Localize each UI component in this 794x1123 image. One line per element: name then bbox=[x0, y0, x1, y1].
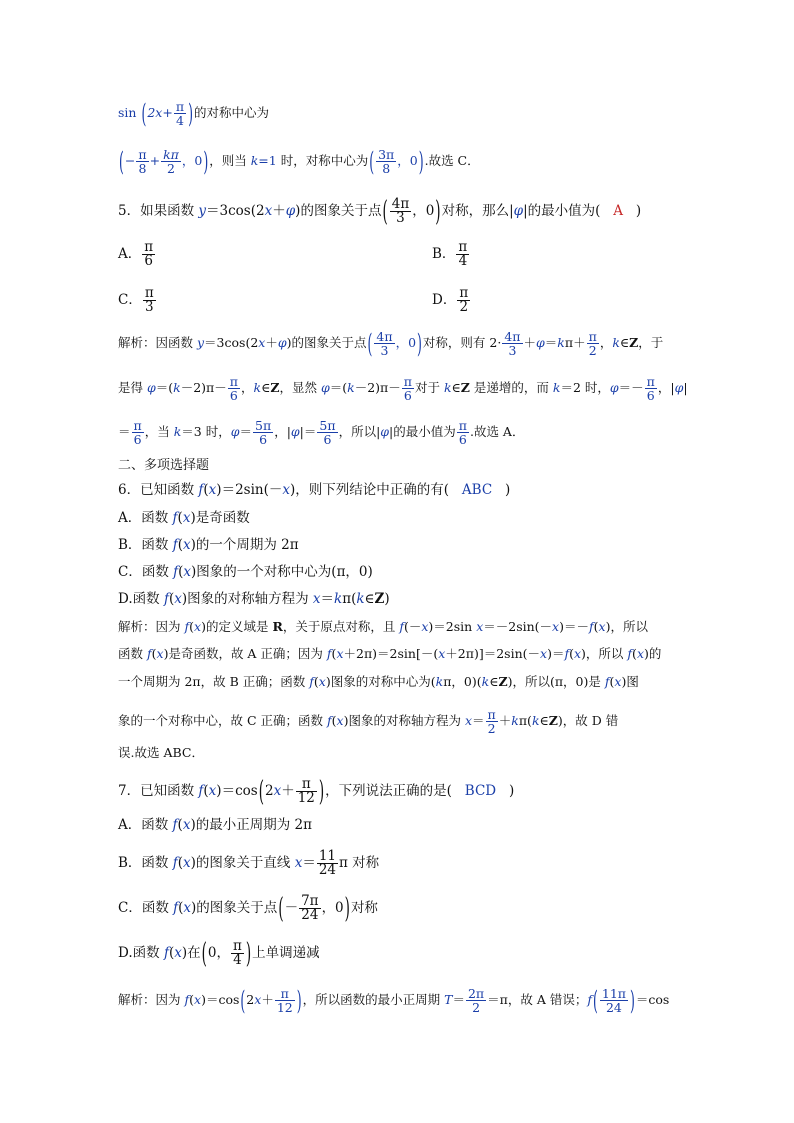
solution-6-line-5: 误.故选 ABC． bbox=[118, 745, 204, 760]
solution-6-line-2: 函数 f(x)是奇函数，故 A 正确；因为 f(x＋2π)＝2sin[－(x＋2π)]＝2sin(－x)＝f(x)，所以 f(x)的 bbox=[118, 646, 662, 661]
q6-option-b: B．函数 f(x)的一个周期为 2π bbox=[118, 537, 299, 553]
solution-5-line-3: ＝ $\frac{\pi}{6}$ ，当 k＝3 时，φ＝ $\frac{5\pi}{6}$ ，|φ|＝ $\frac{5\pi}{6}$ ，所以|φ|的最小值为 $\frac{\pi}{6}$ .故选 A． bbox=[118, 418, 525, 447]
section-heading: 二、多项选择题 bbox=[118, 458, 210, 473]
solution-6-line-1: 解析：因为 f(x)的定义域是 R，关于原点对称，且 f(－x)＝2sin x＝－2sin(－x)＝－f(x)，所以 bbox=[118, 619, 648, 634]
q7-answer: BCD bbox=[464, 783, 497, 799]
q7-option-b: B．函数 f(x)的图象关于直线 x＝ $\frac{11}{24}$ π 对称 bbox=[118, 848, 380, 878]
q6-option-a: A．函数 f(x)是奇函数 bbox=[118, 510, 250, 526]
question-7: 7．已知函数 f(x)＝cos(2x＋ $\frac{\pi}{12}$ )，下列说法正确的是( BCD ) bbox=[118, 774, 515, 809]
question-5: 5．如果函数 y＝3cos(2x＋φ)的图象关于点( $\frac{4\pi}{3}$ ，0)对称，那么|φ|的最小值为( A ) bbox=[118, 194, 642, 229]
question-6: 6．已知函数 f(x)＝2sin(－x)，则下列结论中正确的有( ABC ) bbox=[118, 482, 511, 498]
q5-option-a: A． $\frac{\pi}{6}$ bbox=[118, 239, 154, 269]
line-2: (− $\frac{\pi}{8}$ + $\frac{k\pi}{2}$ ，0)，则当 k=1 时，对称中心为( $\frac{3\pi}{8}$ ，0).故选 C． bbox=[119, 144, 480, 177]
q7-option-d: D.函数 f(x)在(0， $\frac{\pi}{4}$ )上单调递减 bbox=[118, 936, 320, 971]
solution-6-line-3: 一个周期为 2π，故 B 正确；函数 f(x)图象的对称中心为(kπ，0)(k∈Z)，所以(π，0)是 f(x)图 bbox=[118, 674, 639, 689]
q5-answer: A bbox=[613, 203, 624, 219]
q6-option-d: D.函数 f(x)图象的对称轴方程为 x＝kπ(k∈Z) bbox=[118, 591, 390, 607]
line-1: sin (2x+ $\frac{\pi}{4}$ )的对称中心为 bbox=[118, 96, 269, 129]
solution-5-line-2: 是得 φ＝(k－2)π－ $\frac{\pi}{6}$ ，k∈Z，显然 φ＝(k－2)π－ $\frac{\pi}{6}$ 对于 k∈Z 是递增的，而 k＝2 时，φ＝－ $\frac{\pi}{6}$ ，|φ| bbox=[118, 374, 688, 403]
q7-option-c: C．函数 f(x)的图象关于点(－ $\frac{7\pi}{24}$ ，0)对称 bbox=[118, 891, 378, 926]
q5-option-c: C． $\frac{\pi}{3}$ bbox=[118, 285, 154, 315]
solution-6-line-4: 象的一个对称中心，故 C 正确；函数 f(x)图象的对称轴方程为 x＝ $\frac{\pi}{2}$ ＋kπ(k∈Z)，故 D 错 bbox=[118, 707, 619, 736]
q6-option-c: C．函数 f(x)图象的一个对称中心为(π，0) bbox=[118, 564, 373, 580]
q5-option-b: B． $\frac{\pi}{4}$ bbox=[432, 239, 468, 269]
solution-7-line-1: 解析：因为 f(x)＝cos(2x＋ $\frac{\pi}{12}$ )，所以函数的最小正周期 T＝ $\frac{2\pi}{2}$ ＝π，故 A 错误；f( $\frac{11\pi}{24}$ )＝cos bbox=[118, 983, 670, 1016]
q5-option-d: D． $\frac{\pi}{2}$ bbox=[432, 285, 469, 315]
solution-5-line-1: 解析：因函数 y＝3cos(2x＋φ)的图象关于点( $\frac{4\pi}{3}$ ，0)对称，则有 2· $\frac{4\pi}{3}$ ＋φ＝kπ＋ $\frac{\pi}{2}$ ，k∈Z，于 bbox=[118, 326, 664, 359]
q6-answer: ABC bbox=[461, 482, 493, 498]
q7-option-a: A．函数 f(x)的最小正周期为 2π bbox=[118, 817, 312, 833]
